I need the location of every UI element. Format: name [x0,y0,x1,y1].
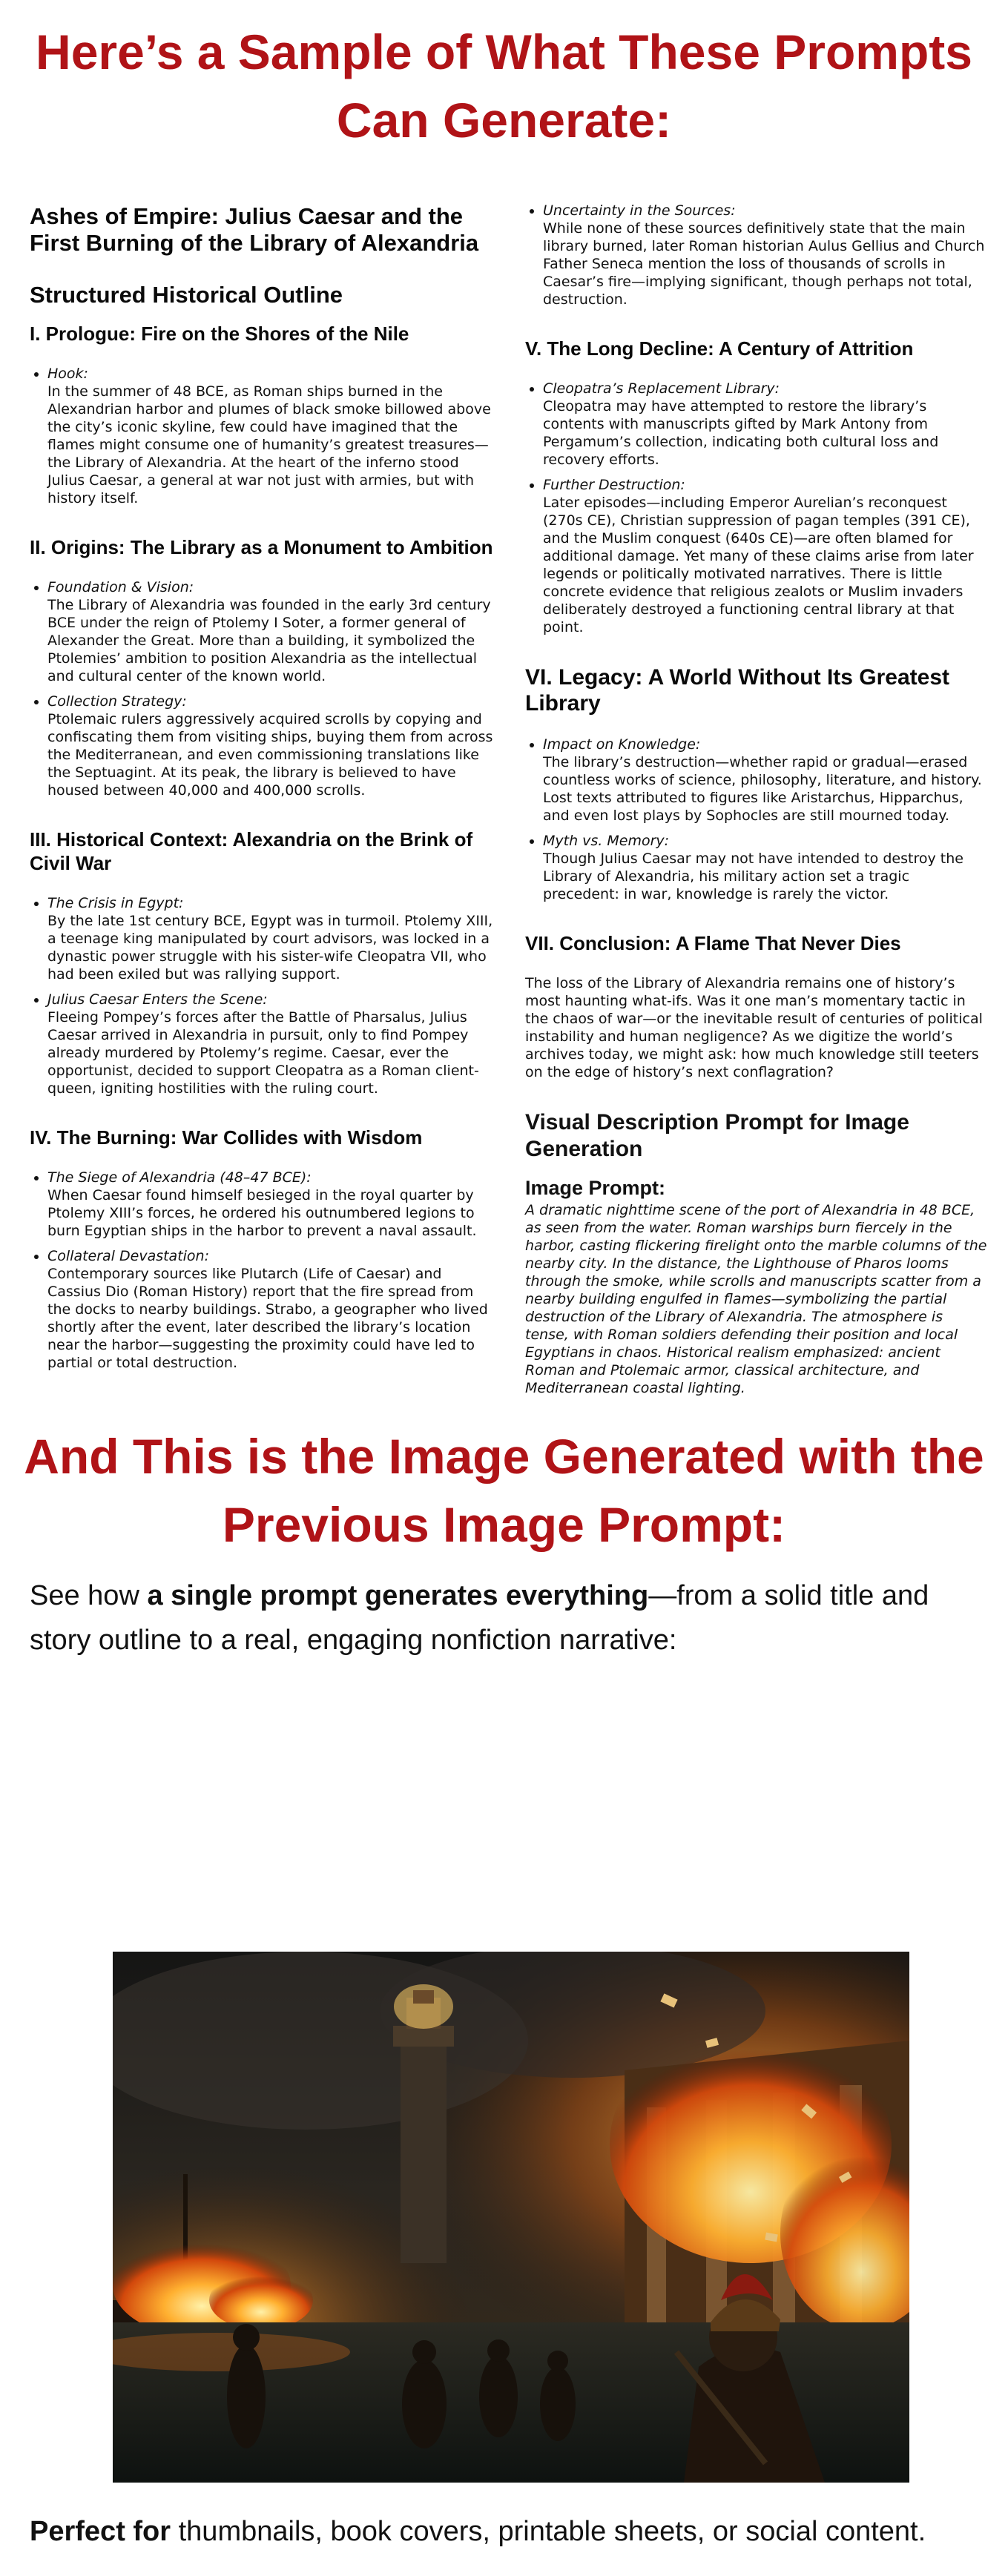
visual-heading: Visual Description Prompt for Image Generation [525,1110,909,1161]
list-item [543,476,989,636]
list-item [543,832,989,903]
harbor-fire-scene [113,1952,909,2483]
tagline-prefix: See how [30,1580,148,1611]
section-list [525,380,989,636]
section-list [525,736,989,903]
section-heading: I. Prologue: Fire on the Shores of the Nile [30,323,409,345]
list-item [543,202,989,308]
section-list [30,1169,497,1372]
list-item [47,894,497,983]
left-column [30,194,497,1400]
document-sample [30,194,986,1529]
list-item-body: Fleeing Pompey’s forces after the Battle of Pharsalus, Julius Caesar arrived in Alexandria in pursuit, only to find Pompey already murdered by Ptolemy’s regime. Caesar, ever the opportunist, decided to support Cleopatra as a Roman client-queen, igniting hostilities with the ruling court. [47,1009,479,1097]
left-sections [30,322,497,1372]
list-item-body: Cleopatra may have attempted to restore the library’s contents with manuscripts gifted by Mark Antony from Pergamum’s collection, indicating both cultural loss and recovery efforts. [543,398,939,468]
section-paragraph: The loss of the Library of Alexandria remains one of history’s most haunting what-ifs. Was it one man’s momentary tactic in the chaos of war—or the inevitable result of centuries of political instability and human negligence? As we digitize the world’s archives today, we might ask: how much knowledge still teeters on the edge of history’s next conflagration? [525,975,983,1080]
section-heading: VII. Conclusion: A Flame That Never Dies [525,932,901,954]
section-list [525,202,989,308]
page-title: Here’s a Sample of What These Prompts Can Generate: [36,24,972,148]
section-heading: V. The Long Decline: A Century of Attrition [525,337,914,360]
list-item [47,578,497,685]
section-heading: VI. Legacy: A World Without Its Greatest Library [525,665,950,716]
list-item-body: The Library of Alexandria was founded in the early 3rd century BCE under the reign of Ptolemy I Soter, a former general of Alexander the Great. More than a building, it symbolized the Ptolemies’ ambition to position Alexandria as the intellectual and cultural center of the known world. [47,597,491,684]
right-column [525,202,989,1397]
list-item-label: • Hook: [47,366,88,382]
list-item-label: • Foundation & Vision: [47,579,194,595]
tagline-bottom-bold: Perfect for [30,2516,171,2547]
tagline-suffix: —from a solid title and story outline to a real, engaging nonfiction narrative: [30,1580,929,1656]
generated-image [113,1952,909,2483]
list-item-body: Later episodes—including Emperor Aurelian’s reconquest (270s CE), Christian suppression of pagan temples (391 CE), and the Muslim conquest (640s CE)—are often blamed for additional damage. Yet many of these claims arise from later legends or politically motivated narratives. There is little concrete evidence that religious zealots or Muslim invaders deliberately destroyed a functioning central library at that point. [543,495,974,635]
tagline-bottom-suffix: thumbnails, book covers, printable sheets, or social content. [171,2516,926,2547]
section-heading: IV. The Burning: War Collides with Wisdom [30,1126,423,1149]
list-item-label: • Collection Strategy: [47,693,187,710]
tagline-bold: a single prompt generates everything [147,1580,649,1611]
list-item-label: • Myth vs. Memory: [543,833,670,849]
section-list [30,365,497,507]
image-prompt-label: Image Prompt: [525,1177,666,1199]
section-list [30,578,497,799]
document-title: Ashes of Empire: Julius Caesar and the First Burning of the Library of Alexandria [30,203,479,256]
tagline-top [30,1573,986,1662]
list-item [543,736,989,825]
list-item [47,1247,497,1372]
list-item [543,380,989,469]
list-item-label: • Uncertainty in the Sources: [543,202,736,219]
right-sections [525,202,989,1081]
section-heading: III. Historical Context: Alexandria on the Brink of Civil War [30,828,473,874]
list-item-label: • The Siege of Alexandria (48–47 BCE): [47,1169,312,1186]
list-item [47,365,497,507]
section-list [30,894,497,1097]
lighthouse-of-pharos [393,1984,454,2263]
image-prompt-text: A dramatic nighttime scene of the port of Alexandria in 48 BCE, as seen from the water. Roman warships burn fiercely in the harbor, casting flickering firelight onto the marble columns of the nearby city. In the distance, the Lighthouse of Pharos looms through the smoke, while scrolls and manuscripts scatter from a nearby building engulfed in flames—symbolizing the partial destruction of the Library of Alexandria. The atmosphere is tense, with Roman soldiers defending their position and local Egyptians in chaos. Historical realism emphasized: ancient Roman and Ptolemaic armor, classical architecture, and Mediterranean coastal lighting. [525,1202,987,1396]
list-item-label: • Impact on Knowledge: [543,736,701,753]
list-item-body: While none of these sources definitively state that the main library burned, later Roman historian Aulus Gellius and Church Father Seneca mention the loss of thousands of scrolls in Caesar’s fire—implying significant, though perhaps not total, destruction. [543,220,985,308]
list-item [47,1169,497,1240]
document-subtitle: Structured Historical Outline [30,282,343,308]
list-item-body: Contemporary sources like Plutarch (Life of Caesar) and Cassius Dio (Roman History) report that the fire spread from the docks to nearby buildings. Strabo, a geographer who lived shortly after the event, later described the library’s location near the harbor—suggesting the proximity could have led to partial or total destruction. [47,1266,488,1371]
list-item-label: • Collateral Devastation: [47,1248,209,1264]
list-item-label: • Cleopatra’s Replacement Library: [543,380,780,397]
list-item-body: By the late 1st century BCE, Egypt was in turmoil. Ptolemy XIII, a teenage king manipulated by court advisors, was locked in a dynastic power struggle with his sister-wife Cleopatra VII, who had been exiled but was rallying support. [47,913,493,982]
list-item-label: • Further Destruction: [543,477,685,493]
list-item-body: The library’s destruction—whether rapid or gradual—erased countless works of science, philosophy, literature, and history. Lost texts attributed to figures like Aristarchus, Hipparchus, and even lost plays by Sophocles are still mourned today. [543,754,982,824]
tagline-bottom [30,2509,986,2554]
section-heading: II. Origins: The Library as a Monument to Ambition [30,536,493,558]
list-item-body: In the summer of 48 BCE, as Roman ships burned in the Alexandrian harbor and plumes of black smoke billowed above the city’s iconic skyline, few could have imagined that the flames might consume one of humanity’s greatest treasures—the Library of Alexandria. At the heart of the inferno stood Julius Caesar, a general at war not just with armies, but with history itself. [47,383,491,506]
list-item-body: Ptolemaic rulers aggressively acquired scrolls by copying and confiscating them from visiting ships, buying them from across the Mediterranean, and even commissioning translations like the Septuagint. At its peak, the library is believed to have housed between 40,000 and 400,000 scrolls. [47,711,493,799]
list-item [47,693,497,799]
list-item-body: When Caesar found himself besieged in the royal quarter by Ptolemy XIII’s forces, he ordered his outnumbered legions to burn Egyptian ships in the harbor to prevent a naval assault. [47,1187,477,1239]
list-item-label: • The Crisis in Egypt: [47,895,184,911]
list-item-body: Though Julius Caesar may not have intended to destroy the Library of Alexandria, his military action set a tragic precedent: in war, knowledge is rarely the victor. [543,851,963,902]
image-section-title: And This is the Image Generated with the Previous Image Prompt: [24,1429,984,1552]
list-item [47,991,497,1097]
list-item-label: • Julius Caesar Enters the Scene: [47,991,268,1008]
